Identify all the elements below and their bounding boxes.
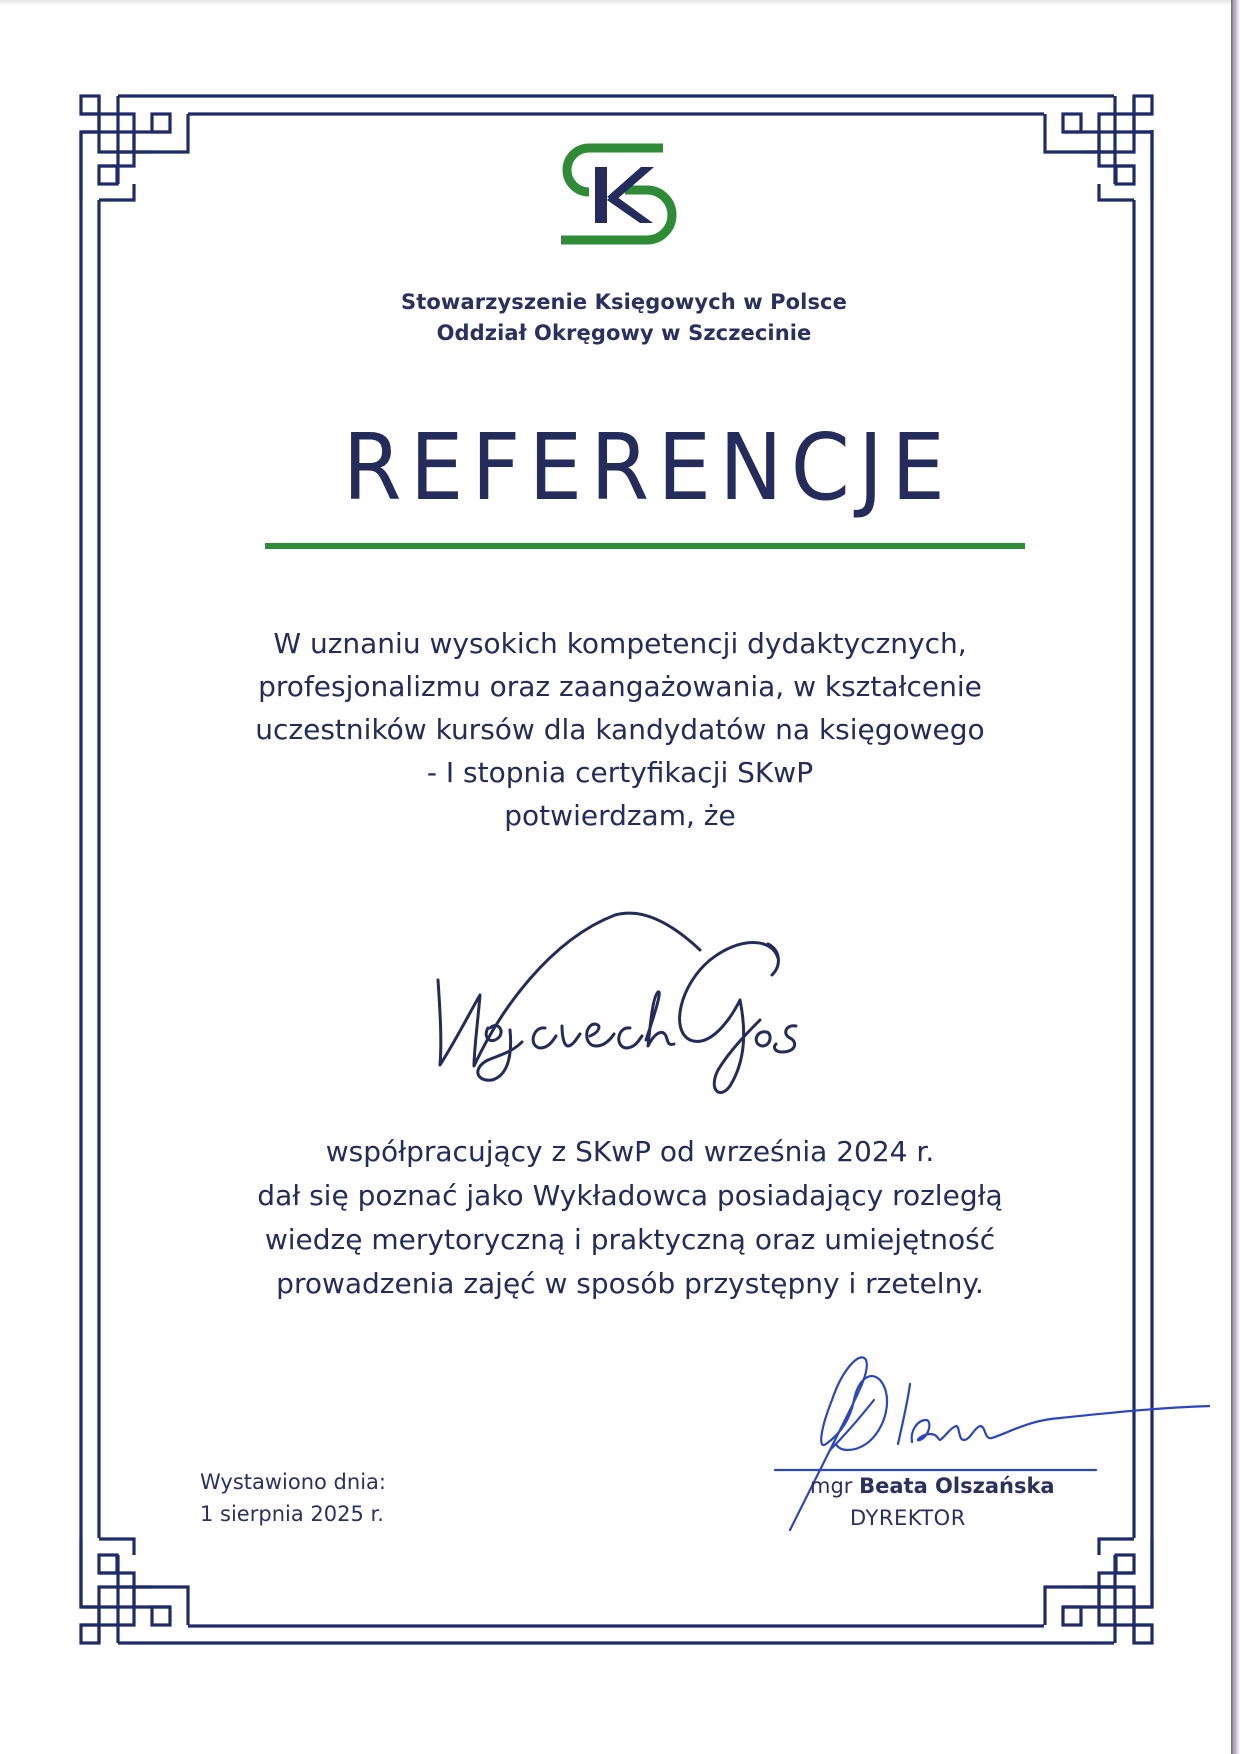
corner-ornament-bottom-left — [81, 1539, 188, 1643]
issued-label: Wystawiono dnia: — [200, 1470, 386, 1494]
corner-ornament-top-left — [81, 96, 188, 200]
body-line: dał się poznać jako Wykładowca posiadający rozległą — [257, 1179, 1003, 1212]
body-line: współpracujący z SKwP od września 2024 r. — [325, 1135, 935, 1168]
document-title: REFERENCJE — [342, 414, 954, 521]
issued-date: 1 sierpnia 2025 r. — [200, 1502, 384, 1526]
signatory-block — [810, 1470, 1100, 1534]
body-line: prowadzenia zajęć w sposób przystępny i rzetelny. — [276, 1267, 984, 1300]
intro-line: profesjonalizmu oraz zaangażowania, w kształcenie — [258, 670, 982, 703]
org-line-1: Stowarzyszenie Księgowych w Polsce — [401, 290, 847, 314]
intro-line: uczestników kursów dla kandydatów na księgowego — [255, 713, 985, 746]
org-line-2: Oddział Okręgowy w Szczecinie — [436, 321, 812, 345]
body-line: wiedzę merytoryczną i praktyczną oraz umiejętność — [264, 1223, 996, 1256]
signatory-degree: mgr — [810, 1474, 853, 1498]
signatory-person: Beata Olszańska — [859, 1474, 1055, 1498]
title-underline — [265, 543, 1025, 549]
intro-line: potwierdzam, że — [504, 799, 736, 832]
signatory-name — [810, 1470, 1100, 1502]
corner-ornament-bottom-right — [1045, 1539, 1152, 1643]
skwp-logo-icon — [555, 142, 681, 252]
intro-line: - I stopnia certyfikacji SKwP — [426, 756, 814, 789]
organization-name — [0, 287, 1240, 349]
corner-ornament-top-right — [1045, 96, 1152, 200]
body-paragraph — [160, 1130, 1100, 1306]
recipient-name-script — [400, 890, 860, 1100]
issue-date-block — [200, 1466, 386, 1530]
intro-line: W uznaniu wysokich kompetencji dydaktycznych, — [273, 627, 967, 660]
intro-paragraph — [160, 622, 1080, 837]
signatory-role: DYREKTOR — [850, 1506, 966, 1530]
